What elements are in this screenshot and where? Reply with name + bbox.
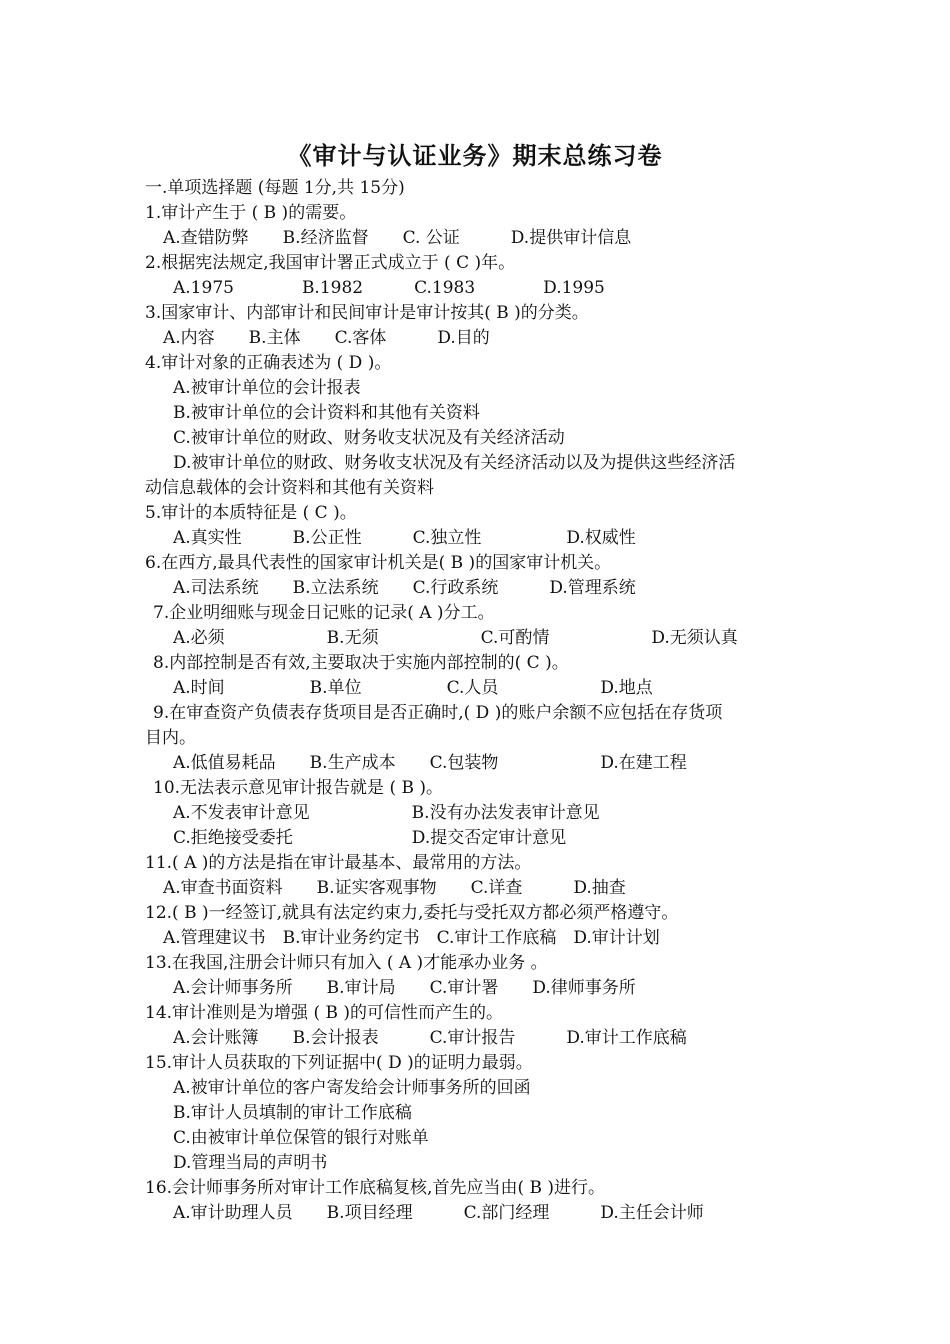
option-15c: C.由被审计单位保管的银行对账单 xyxy=(173,1128,429,1148)
option-15d: D.管理当局的声明书 xyxy=(173,1153,328,1173)
question-9: 9.在审查资产负债表存货项目是否正确时,( D )的账户余额不应包括在存货项 xyxy=(153,703,723,723)
options-3: A.内容 B.主体 C.客体 D.目的 xyxy=(163,328,490,348)
question-15: 15.审计人员获取的下列证据中( D )的证明力最弱。 xyxy=(145,1053,533,1073)
option-4b: B.被审计单位的会计资料和其他有关资料 xyxy=(173,403,480,423)
options-9: A.低值易耗品 B.生产成本 C.包装物 D.在建工程 xyxy=(173,753,687,773)
question-11: 11.( A )的方法是指在审计最基本、最常用的方法。 xyxy=(145,853,532,873)
options-7: A.必须 B.无须 C.可酌情 D.无须认真 xyxy=(173,628,738,648)
options-1: A.查错防弊 B.经济监督 C. 公证 D.提供审计信息 xyxy=(163,228,632,248)
option-4d: D.被审计单位的财政、财务收支状况及有关经济活动以及为提供这些经济活 xyxy=(173,453,736,473)
question-7: 7.企业明细账与现金日记账的记录( A )分工。 xyxy=(153,603,495,623)
options-12: A.管理建议书 B.审计业务约定书 C.审计工作底稿 D.审计计划 xyxy=(163,928,660,948)
options-10-ab: A.不发表审计意见 B.没有办法发表审计意见 xyxy=(173,803,600,823)
options-16: A.审计助理人员 B.项目经理 C.部门经理 D.主任会计师 xyxy=(173,1203,704,1223)
question-13: 13.在我国,注册会计师只有加入 ( A )才能承办业务 。 xyxy=(145,953,548,973)
question-16: 16.会计师事务所对审计工作底稿复核,首先应当由( B )进行。 xyxy=(145,1178,606,1198)
question-2: 2.根据宪法规定,我国审计署正式成立于 ( C )年。 xyxy=(145,253,516,273)
options-2: A.1975 B.1982 C.1983 D.1995 xyxy=(173,278,605,298)
options-10-cd: C.拒绝接受委托 D.提交否定审计意见 xyxy=(173,828,567,848)
option-15a: A.被审计单位的客户寄发给会计师事务所的回函 xyxy=(173,1078,531,1098)
section-heading: 一.单项选择题 (每题 1分,共 15分) xyxy=(145,178,405,198)
document-title: 《审计与认证业务》期末总练习卷 xyxy=(287,142,663,170)
question-9-continued: 目内。 xyxy=(145,728,196,748)
question-12: 12.( B )一经签订,就具有法定约束力,委托与受托双方都必须严格遵守。 xyxy=(145,903,679,923)
options-11: A.审查书面资料 B.证实客观事物 C.详查 D.抽查 xyxy=(163,878,626,898)
options-6: A.司法系统 B.立法系统 C.行政系统 D.管理系统 xyxy=(173,578,636,598)
question-10: 10.无法表示意见审计报告就是 ( B )。 xyxy=(153,778,444,798)
options-8: A.时间 B.单位 C.人员 D.地点 xyxy=(173,678,653,698)
option-4d-continued: 动信息载体的会计资料和其他有关资料 xyxy=(145,478,434,498)
question-14: 14.审计准则是为增强 ( B )的可信性而产生的。 xyxy=(145,1003,504,1023)
question-8: 8.内部控制是否有效,主要取决于实施内部控制的( C )。 xyxy=(153,653,569,673)
question-5: 5.审计的本质特征是 ( C )。 xyxy=(145,503,357,523)
question-1: 1.审计产生于 ( B )的需要。 xyxy=(145,203,357,223)
options-5: A.真实性 B.公正性 C.独立性 D.权威性 xyxy=(173,528,636,548)
option-4a: A.被审计单位的会计报表 xyxy=(173,378,361,398)
option-4c: C.被审计单位的财政、财务收支状况及有关经济活动 xyxy=(173,428,565,448)
options-13: A.会计师事务所 B.审计局 C.审计署 D.律师事务所 xyxy=(173,978,636,998)
question-6: 6.在西方,最具代表性的国家审计机关是( B )的国家审计机关。 xyxy=(145,553,612,573)
options-14: A.会计账簿 B.会计报表 C.审计报告 D.审计工作底稿 xyxy=(173,1028,687,1048)
question-4: 4.审计对象的正确表述为 ( D )。 xyxy=(145,353,392,373)
question-3: 3.国家审计、内部审计和民间审计是审计按其( B )的分类。 xyxy=(145,303,589,323)
option-15b: B.审计人员填制的审计工作底稿 xyxy=(173,1103,412,1123)
